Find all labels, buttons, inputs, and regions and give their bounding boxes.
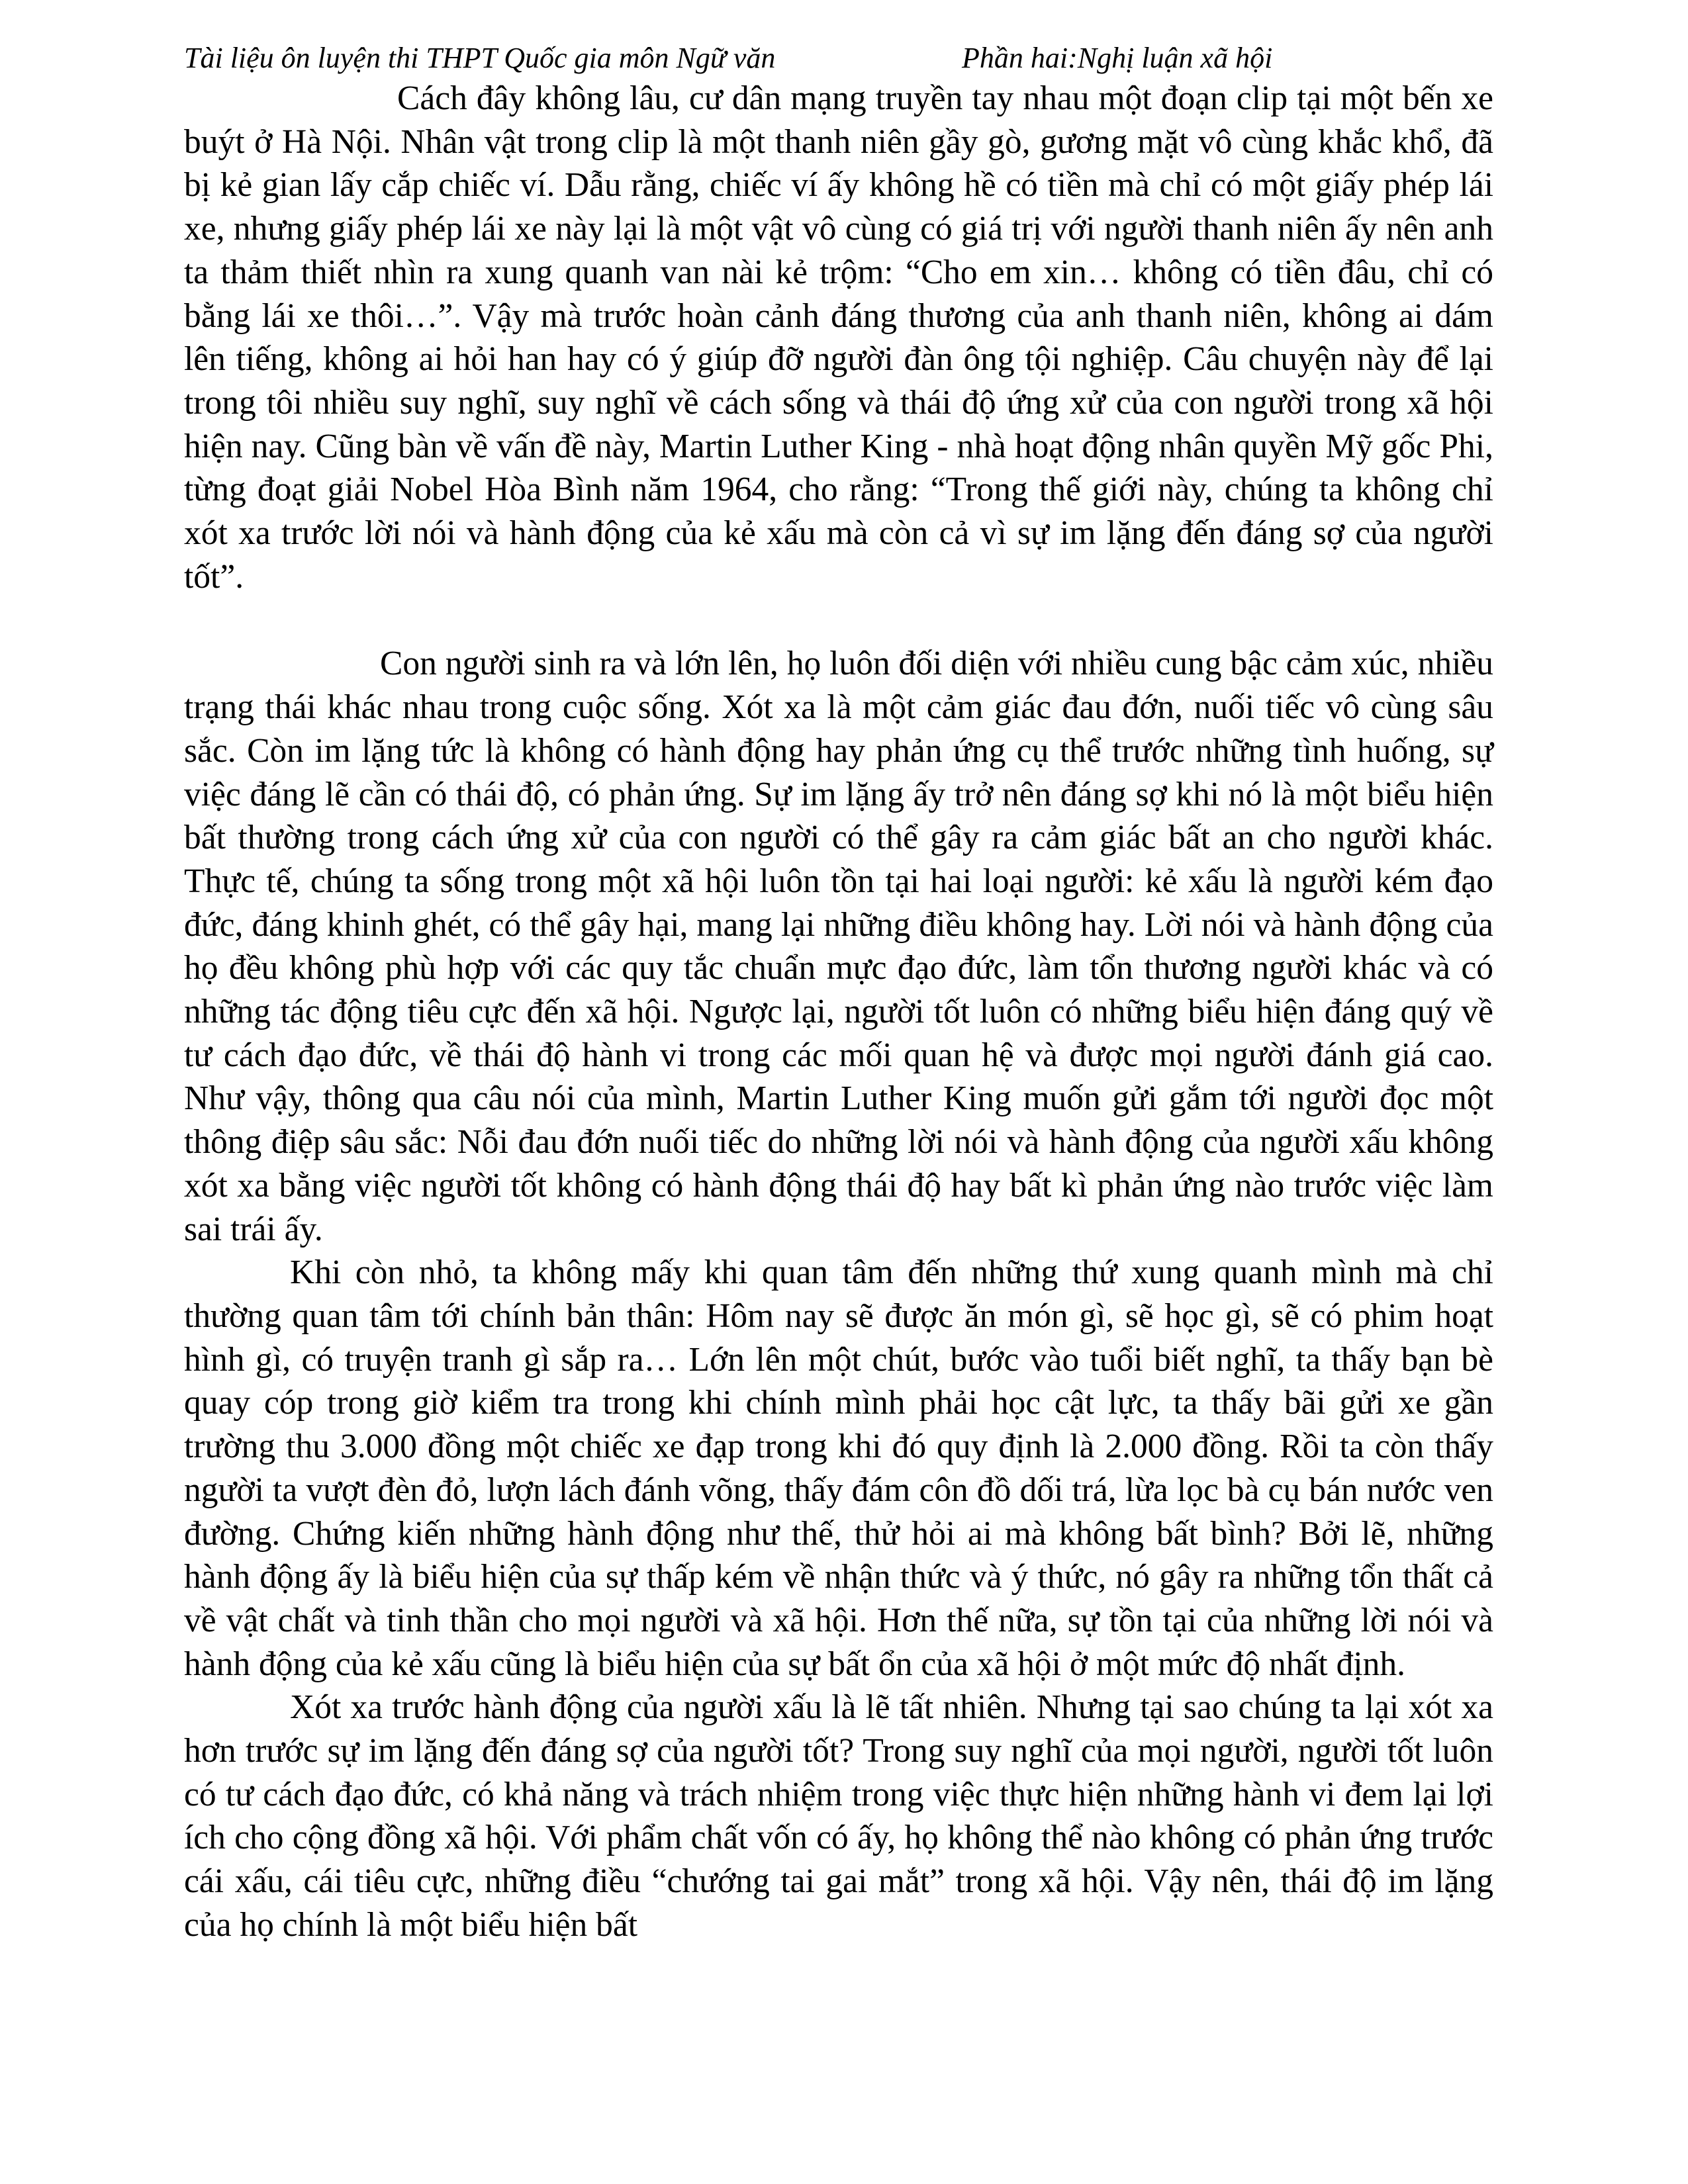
header-document-title: Tài liệu ôn luyện thi THPT Quốc gia môn Ngữ văn bbox=[184, 42, 776, 74]
document-body bbox=[184, 77, 1493, 1947]
paragraph-explanation: Con người sinh ra và lớn lên, họ luôn đối diện với nhiều cung bậc cảm xúc, nhiều trạng thái khác nhau trong cuộc sống. Xót xa là một cảm giác đau đớn, nuối tiếc vô cùng sâu sắc. Còn im lặng tức là không có hành động hay phản ứng cụ thể trước những tình huống, sự việc đáng lẽ cần có thái độ, có phản ứng. Sự im lặng ấy trở nên đáng sợ khi nó là một biểu hiện bất thường trong cách ứng xử của con người có thể gây ra cảm giác bất an cho người khác. Thực tế, chúng ta sống trong một xã hội luôn tồn tại hai loại người: kẻ xấu là người kém đạo đức, đáng khinh ghét, có thể gây hại, mang lại những điều không hay. Lời nói và hành động của họ đều không phù hợp với các quy tắc chuẩn mực đạo đức, làm tổn thương người khác và có những tác động tiêu cực đến xã hội. Ngược lại, người tốt luôn có những biểu hiện đáng quý về tư cách đạo đức, về thái độ hành vi trong các mối quan hệ và được mọi người đánh giá cao. Như vậy, thông qua câu nói của mình, Martin Luther King muốn gửi gắm tới người đọc một thông điệp sâu sắc: Nỗi đau đớn nuối tiếc do những lời nói và hành động của người xấu không xót xa bằng việc người tốt không có hành động thái độ hay bất kì phản ứng nào trước việc làm sai trái ấy. bbox=[184, 645, 1493, 1248]
header-section-title: Phần hai:Nghị luận xã hội bbox=[962, 42, 1273, 74]
page-header bbox=[184, 38, 1481, 78]
paragraph-good-people-silence: Xót xa trước hành động của người xấu là lẽ tất nhiên. Nhưng tại sao chúng ta lại xót xa hơn trước sự im lặng đến đáng sợ của người tốt? Trong suy nghĩ của mọi người, người tốt luôn có tư cách đạo đức, có khả năng và trách nhiệm trong việc thực hiện những hành vi đem lại lợi ích cho cộng đồng xã hội. Với phẩm chất vốn có ấy, họ không thể nào không có phản ứng trước cái xấu, cái tiêu cực, những điều “chướng tai gai mắt” trong xã hội. Vậy nên, thái độ im lặng của họ chính là một biểu hiện bất bbox=[184, 1688, 1493, 1944]
paragraph-intro: Cách đây không lâu, cư dân mạng truyền tay nhau một đoạn clip tại một bến xe buýt ở Hà Nội. Nhân vật trong clip là một thanh niên gầy gò, gương mặt vô cùng khắc khổ, đã bị kẻ gian lấy cắp chiếc ví. Dẫu rằng, chiếc ví ấy không hề có tiền mà chỉ có một giấy phép lái xe, nhưng giấy phép lái xe này lại là một vật vô cùng có giá trị với người thanh niên ấy nên anh ta thảm thiết nhìn ra xung quanh van nài kẻ trộm: “Cho em xin… không có tiền đâu, chỉ có bằng lái xe thôi…”. Vậy mà trước hoàn cảnh đáng thương của anh thanh niên, không ai dám lên tiếng, không ai hỏi han hay có ý giúp đỡ người đàn ông tội nghiệp. Câu chuyện này để lại trong tôi nhiều suy nghĩ, suy nghĩ về cách sống và thái độ ứng xử của con người trong xã hội hiện nay. Cũng bàn về vấn đề này, Martin Luther King - nhà hoạt động nhân quyền Mỹ gốc Phi, từng đoạt giải Nobel Hòa Bình năm 1964, cho rằng: “Trong thế giới này, chúng ta không chỉ xót xa trước lời nói và hành động của kẻ xấu mà còn cả vì sự im lặng đến đáng sợ của người tốt”. bbox=[184, 79, 1493, 596]
paragraph-bad-people: Khi còn nhỏ, ta không mấy khi quan tâm đến những thứ xung quanh mình mà chỉ thường quan tâm tới chính bản thân: Hôm nay sẽ được ăn món gì, sẽ học gì, sẽ có phim hoạt hình gì, có truyện tranh gì sắp ra… Lớn lên một chút, bước vào tuổi biết nghĩ, ta thấy bạn bè quay cóp trong giờ kiểm tra trong khi chính mình phải học cật lực, ta thấy bãi gửi xe gần trường thu 3.000 đồng một chiếc xe đạp trong khi đó quy định là 2.000 đồng. Rồi ta còn thấy người ta vượt đèn đỏ, lượn lách đánh võng, thấy đám côn đồ dối trá, lừa lọc bà cụ bán nước ven đường. Chứng kiến những hành động như thế, thử hỏi ai mà không bất bình? Bởi lẽ, những hành động ấy là biểu hiện của sự thấp kém về nhận thức và ý thức, nó gây ra những tổn thất cả về vật chất và tinh thần cho mọi người và xã hội. Hơn thế nữa, sự tồn tại của những lời nói và hành động của kẻ xấu cũng là biểu hiện của sự bất ổn của xã hội ở một mức độ nhất định. bbox=[184, 1253, 1493, 1683]
